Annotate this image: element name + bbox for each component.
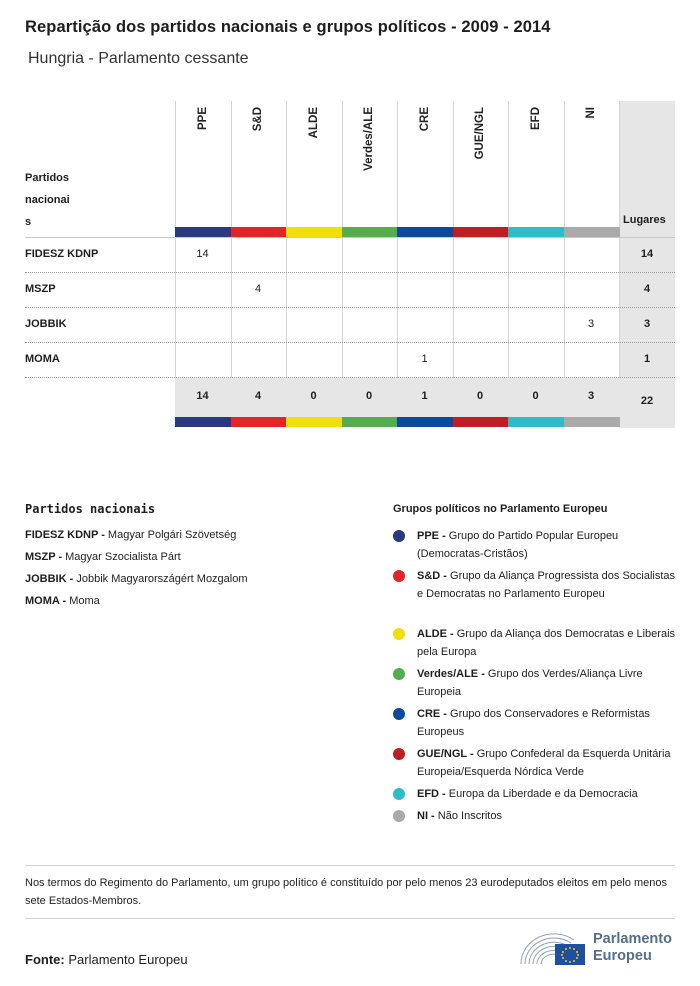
political-group-text	[417, 705, 678, 741]
political-group-text	[417, 665, 678, 701]
national-party-entry	[25, 551, 181, 563]
political-group-name: Grupo da Aliança dos Democratas e Liberais pela Europa	[417, 628, 676, 658]
header-rule	[25, 237, 675, 238]
political-group-abbr: GUE/NGL -	[417, 748, 474, 760]
national-party-abbr: JOBBIK -	[25, 573, 74, 585]
row-divider	[25, 377, 675, 378]
group-column-header: GUE/NGL	[474, 107, 487, 160]
footnote: Nos termos do Regimento do Parlamento, um grupo político é constituído por pelo menos 23 eurodeputados eleitos em pelo menos sete Estados-Membros.	[25, 877, 668, 907]
political-group-abbr: PPE -	[417, 530, 446, 542]
national-party-abbr: MOMA -	[25, 595, 67, 607]
political-group-entry	[393, 665, 678, 701]
group-color-dot-icon	[393, 810, 405, 822]
group-total-cell: 3	[587, 390, 595, 402]
group-color-dot-icon	[393, 530, 405, 542]
group-color-bar	[453, 227, 509, 237]
column-divider	[564, 101, 565, 227]
column-divider	[175, 101, 176, 227]
row-divider	[25, 307, 675, 308]
logo-text	[593, 931, 672, 965]
group-color-bar	[564, 227, 620, 237]
group-column-header: Verdes/ALE	[363, 107, 376, 171]
group-total-cell: 0	[532, 390, 539, 402]
group-total-cell: 0	[310, 390, 317, 402]
group-color-dot-icon	[393, 628, 405, 640]
group-total-cell: 4	[254, 390, 262, 402]
seat-cell: 4	[254, 283, 262, 295]
national-party-entry	[25, 595, 100, 607]
group-color-dot-icon	[393, 788, 405, 800]
political-group-abbr: S&D -	[417, 570, 447, 582]
source-value: Parlamento Europeu	[68, 952, 188, 967]
group-color-dot-icon	[393, 708, 405, 720]
group-color-dot-icon	[393, 748, 405, 760]
political-group-abbr: NI -	[417, 810, 435, 822]
national-party-name: Magyar Polgári Szövetség	[104, 529, 237, 541]
national-party-name: Magyar Szocialista Párt	[62, 551, 181, 563]
political-group-name: Grupo da Aliança Progressista dos Socialistas e Democratas no Parlamento Europeu	[417, 570, 676, 600]
political-group-entry	[393, 625, 678, 661]
row-total-seats: 4	[643, 283, 651, 295]
group-column-header: ALDE	[307, 107, 320, 139]
political-group-text	[417, 567, 678, 603]
political-group-name: Grupo do Partido Popular Europeu (Democratas-Cristãos)	[417, 530, 619, 560]
column-divider	[397, 101, 398, 227]
row-divider	[25, 272, 675, 273]
seats-column-header: Lugares	[623, 214, 666, 226]
source-label: Fonte:	[25, 952, 65, 967]
group-column-header: CRE	[418, 107, 431, 132]
party-row-label: FIDESZ KDNP	[25, 248, 99, 260]
group-total-cell: 14	[196, 390, 209, 402]
group-color-bar	[231, 417, 287, 427]
seat-cell: 1	[421, 353, 428, 365]
group-color-bar	[508, 417, 564, 427]
group-color-bar	[286, 227, 342, 237]
seat-cell: 3	[587, 318, 595, 330]
column-divider	[231, 101, 232, 227]
national-parties-column-header: Partidos nacionai s	[25, 172, 70, 228]
seat-cell: 14	[196, 248, 209, 260]
group-color-bar	[508, 227, 564, 237]
group-color-dot-icon	[393, 570, 405, 582]
political-group-text	[417, 745, 678, 781]
political-group-name: Grupo Confederal da Esquerda Unitária Europeia/Esquerda Nórdica Verde	[417, 748, 671, 778]
seats-column-background	[619, 101, 675, 428]
column-divider	[286, 101, 287, 227]
group-color-bar	[231, 227, 287, 237]
logo-text-line: Europeu	[593, 948, 652, 964]
group-color-bar	[397, 417, 453, 427]
row-divider	[25, 342, 675, 343]
row-total-seats: 14	[640, 248, 654, 260]
national-party-abbr: FIDESZ KDNP -	[25, 529, 105, 541]
group-color-bar	[564, 417, 620, 427]
logo-text-line: Parlamento	[593, 931, 672, 947]
group-total-cell: 0	[365, 390, 373, 402]
political-groups-legend-title: Grupos políticos no Parlamento Europeu	[393, 503, 608, 515]
column-divider	[453, 101, 454, 227]
row-total-seats: 3	[643, 318, 651, 330]
group-color-bar	[286, 417, 342, 427]
political-group-text	[417, 807, 678, 825]
political-group-entry	[393, 705, 678, 741]
page-subtitle: Hungria - Parlamento cessante	[28, 50, 249, 67]
party-row-label: MSZP	[25, 283, 56, 295]
group-color-bar	[175, 417, 231, 427]
political-group-text	[417, 785, 678, 803]
group-color-bar	[397, 227, 453, 237]
group-column-header: PPE	[196, 107, 209, 131]
group-color-bar	[342, 227, 398, 237]
national-party-entry	[25, 529, 236, 541]
national-party-name: Jobbik Magyarországért Mozgalom	[73, 573, 248, 585]
political-group-abbr: EFD -	[417, 788, 446, 800]
total-seats: 22	[640, 395, 654, 407]
seat-distribution-table	[0, 0, 700, 440]
group-column-header: S&D	[252, 107, 265, 132]
political-group-name: Não Inscritos	[434, 810, 502, 822]
divider	[25, 865, 675, 866]
party-row-label: MOMA	[25, 353, 60, 365]
political-group-entry	[393, 785, 678, 803]
national-party-entry	[25, 573, 248, 585]
political-group-abbr: ALDE -	[417, 628, 454, 640]
national-party-name: Moma	[66, 595, 100, 607]
political-group-entry	[393, 527, 678, 563]
national-parties-legend-title: Partidos nacionais	[25, 502, 156, 516]
political-group-entry	[393, 567, 678, 603]
column-divider	[342, 101, 343, 227]
group-column-header: EFD	[529, 107, 542, 130]
political-group-text	[417, 527, 678, 563]
political-group-name: Grupo dos Conservadores e Reformistas Europeus	[417, 708, 650, 738]
political-group-name: Grupo dos Verdes/Aliança Livre Europeia	[417, 668, 643, 698]
group-column-header: NI	[585, 107, 598, 119]
group-color-bar	[175, 227, 231, 237]
group-total-cell: 0	[476, 390, 484, 402]
source-line	[25, 952, 188, 967]
political-group-entry	[393, 807, 678, 825]
group-total-cell: 1	[421, 390, 428, 402]
party-row-label: JOBBIK	[25, 318, 67, 330]
row-total-seats: 1	[643, 353, 651, 365]
group-color-dot-icon	[393, 668, 405, 680]
page-title: Repartição dos partidos nacionais e grupos políticos - 2009 - 2014	[25, 18, 551, 36]
column-divider	[508, 101, 509, 227]
political-group-entry	[393, 745, 678, 781]
national-party-abbr: MSZP -	[25, 551, 63, 563]
column-divider	[619, 101, 620, 227]
political-group-abbr: CRE -	[417, 708, 447, 720]
european-parliament-logo	[519, 928, 679, 968]
group-color-bar	[453, 417, 509, 427]
hemicycle-icon	[519, 928, 589, 968]
group-color-bar	[342, 417, 398, 427]
political-group-text	[417, 625, 678, 661]
political-group-name: Europa da Liberdade e da Democracia	[445, 788, 638, 800]
divider	[25, 918, 675, 919]
political-group-abbr: Verdes/ALE -	[417, 668, 485, 680]
